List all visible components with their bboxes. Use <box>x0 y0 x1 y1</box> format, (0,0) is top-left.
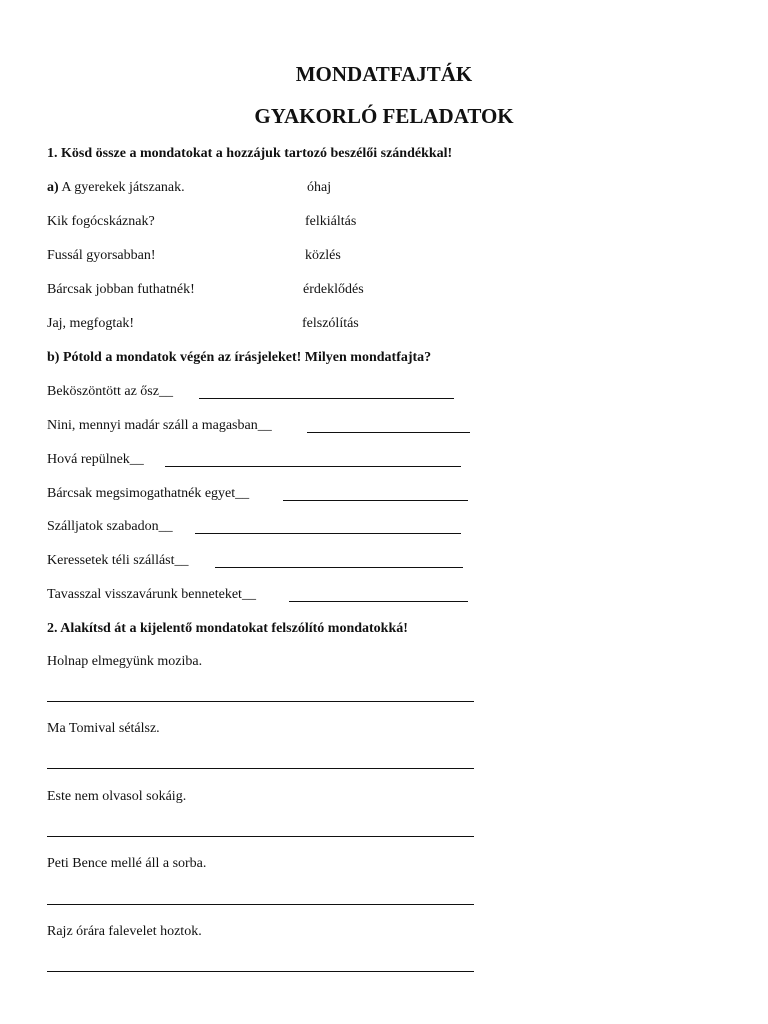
task1-sentence-4: Bárcsak jobban futhatnék! <box>47 282 195 297</box>
task1b-sentence-7: Tavasszal visszavárunk benneteket__ <box>47 587 256 602</box>
task1b-sentence-3: Hová repülnek__ <box>47 452 144 467</box>
task2-answer-line-5[interactable] <box>47 971 474 972</box>
task1-sentence-1-text: A gyerekek játszanak. <box>61 180 185 195</box>
task1b-answer-line-4[interactable] <box>283 500 468 501</box>
page-title: MONDATFAJTÁK <box>295 62 473 86</box>
task1b-answer-line-5[interactable] <box>195 533 461 534</box>
task2-answer-line-1[interactable] <box>47 701 474 702</box>
task1-intention-3: közlés <box>305 248 341 263</box>
task2-heading: 2. Alakítsd át a kijelentő mondatokat felszólító mondatokká! <box>47 621 408 636</box>
task1b-answer-line-3[interactable] <box>165 466 461 467</box>
task1-sentence-3: Fussál gyorsabban! <box>47 248 156 263</box>
task1b-answer-line-1[interactable] <box>199 398 454 399</box>
task1-prefix: a) <box>47 180 59 195</box>
task2-sentence-1: Holnap elmegyünk moziba. <box>47 654 203 669</box>
task1-sentence-5: Jaj, megfogtak! <box>47 316 135 331</box>
task1b-sentence-4: Bárcsak megsimogathatnék egyet__ <box>47 486 250 501</box>
task1b-answer-line-6[interactable] <box>215 567 463 568</box>
task2-answer-line-3[interactable] <box>47 836 474 837</box>
task1-sentence-2: Kik fogócskáznak? <box>47 214 155 229</box>
task2-sentence-3: Este nem olvasol sokáig. <box>47 789 187 804</box>
task1-intention-1: óhaj <box>307 180 332 195</box>
task1-intention-2: felkiáltás <box>305 214 357 229</box>
task2-sentence-4: Peti Bence mellé áll a sorba. <box>47 856 207 871</box>
task1b-sentence-2: Nini, mennyi madár száll a magasban__ <box>47 418 272 433</box>
task2-answer-line-2[interactable] <box>47 768 474 769</box>
task1b-sentence-6: Keressetek téli szállást__ <box>47 553 189 568</box>
task2-sentence-5: Rajz órára falevelet hoztok. <box>47 924 202 939</box>
task1-intention-4: érdeklődés <box>303 282 364 297</box>
task1b-heading: b) Pótold a mondatok végén az írásjeleket! Milyen mondatfajta? <box>47 350 432 365</box>
task1-intention-5: felszólítás <box>302 316 359 331</box>
task2-answer-line-4[interactable] <box>47 904 474 905</box>
task2-sentence-2: Ma Tomival sétálsz. <box>47 721 160 736</box>
page-subtitle: GYAKORLÓ FELADATOK <box>254 104 514 128</box>
task1-sentence-1 <box>47 179 185 197</box>
task1b-sentence-5: Szálljatok szabadon__ <box>47 519 173 534</box>
task1b-answer-line-7[interactable] <box>289 601 468 602</box>
task1-heading: 1. Kösd össze a mondatokat a hozzájuk tartozó beszélői szándékkal! <box>47 146 453 161</box>
task1b-answer-line-2[interactable] <box>307 432 470 433</box>
task1b-sentence-1: Beköszöntött az ősz__ <box>47 384 173 399</box>
